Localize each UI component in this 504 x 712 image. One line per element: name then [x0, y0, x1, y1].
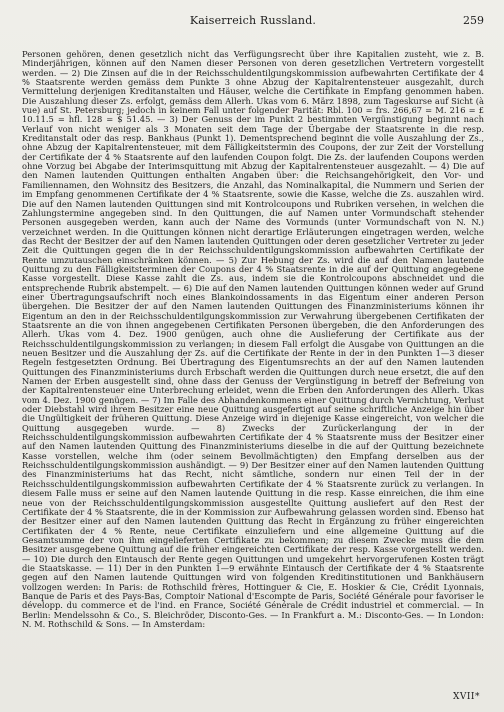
- body-paragraph: Personen gehören, denen gesetzlich nicht das Verfügungsrecht über ihre Kapitalien zusteht, wie z. B. Minderjährigen, können auf den Namen dieser Personen von deren gesetzlichen Vertretern vorgestellt werden. — 2) Die Zinsen auf die in der Reichsschuldentilgungskommission aufbewahrten Certifikate der 4 % Staatsrente werden gemäss dem Punkte 3 ohne Abzug der Kapitalrentensteuer ausgezahlt, durch Vermittelung derjenigen Kreditanstalten und Häuser, welche die Certifikate in Empfang genommen haben. Die Auszahlung dieser Zs. erfolgt, gemäss dem Allerh. Ukas vom 6. März 1898, zum Tageskurse auf Sicht (à vue) auf St. Petersburg; jedoch in keinem Fall unter folgender Parität: Rbl. 100 = frs. 266,67 = M. 216 = £ 10.11.5 = hfl. 128 = $ 51.45. — 3) Der Genuss der im Punkt 2 bestimmten Vergünstigung beginnt nach Verlauf von nicht weniger als 3 Monaten seit dem Tage der Übergabe der Staatsrente in die resp. Kreditanstalt oder das resp. Bankhaus (Punkt 1). Dementsprechend beginnt die volle Auszahlung der Zs., ohne Abzug der Kapitalrentensteuer, mit dem Fälligkeitstermin des Coupons, der zur Zeit der Vorstellung der Certifikate der 4 % Staatsrente auf den laufenden Coupon folgt. Die Zs. der laufenden Coupons werden ohne Vorzug bei Abgabe der Interimsquittung mit Abzug der Kapitalrentensteuer ausgezahlt. — 4) Die auf den Namen lautenden Quittungen enthalten Angaben über: die Reichsangehörigkeit, den Vor- und Familiennamen, den Wohnsitz des Besitzers, die Anzahl, das Nominalkapital, die Nummern und Serien der im Empfang genommenen Certifikate der 4 % Staatsrente, sowie die Kasse, welche die Zs. auszahlen wird. Die auf den Namen lautenden Quittungen sind mit Kontrolcoupons und Rubriken versehen, in welchen die Zahlungstermine angegeben sind. In den Quittungen, die auf Namen unter Vormundschaft stehender Personen ausgegeben werden, kann auch der Name des Vormunds (unter Vormundschaft von N. N.) verzeichnet werden. In die Quittungen können nicht derartige Erläuterungen eingetragen werden, welche das Recht der Besitzer der auf den Namen lautenden Quittungen oder deren gesetzlicher Vertreter zu jeder Zeit die Quittungen gegen die in der Reichsschuldentilgungskommission aufbewahrten Certifikate der Rente umzutauschen einschränken können. — 5) Zur Hebung der Zs. wird die auf den Namen lautende Quittung zu den Fälligkeitsterminen der Coupons der 4 % Staatsrente in die auf der Quittung angegebene Kasse vorgestellt. Diese Kasse zahlt die Zs. aus, indem sie die Kontrolcoupons abschneidet und die entsprechende Rubrik abstempelt. — 6) Die auf den Namen lautenden Quittungen können weder auf Grund einer Übertragungsaufschrift noch eines Blankoindossaments in das Eigentum einer anderen Person übergehen. Die Besitzer der auf den Namen lautenden Quittungen des Finanzministeriums können ihr Eigentum an den in der Reichsschuldentilgungskommission zur Verwahrung übergebenen Certifikaten der Staatsrente an die von ihnen angegebenen Certifikaten Personen übergeben, die den Anforderungen des Allerh. Ukas vom 4. Dez. 1900 genügen, auch ohne die Auslieferung der Certifikate aus der Reichsschuldentilgungskommission zu verlangen; in diesem Fall erfolgt die Ausgabe von Quittungen an die neuen Besitzer und die Auszahlung der Zs. auf die Certifikate der Rente in der in den Punkten 1—3 dieser Regeln festgesetzten Ordnung. Bei Übertragung des Eigentumsrechts an der auf den Namen lautenden Quittungen des Finanzministeriums durch Erbschaft werden die Quittungen durch neue ersetzt, die auf den Namen der Erben ausgestellt sind, ohne dass der Genuss der Vergünstigung in betreff der Befreiung von der Kapitalrentensteuer eine Unterbrechung erleidet, wenn die Erben den Anforderungen des Allerh. Ukas vom 4. Dez. 1900 genügen. — 7) Im Falle des Abhandenkommens einer Quittung durch Vernichtung, Verlust oder Diebstahl wird ihrem Besitzer eine neue Quittung ausgefertigt auf seine schriftliche Anzeige hin über die Ungültigkeit der früheren Quittung. Diese Anzeige wird in diejenige Kasse eingereicht, von welcher die Quittung ausgegeben wurde. — 8) Zwecks der Zurückerlangung der in der Reichsschuldentilgungskommission aufbewahrten Certifikate der 4 % Staatsrente muss der Besitzer einer auf den Namen lautenden Quittung des Finanzministeriums dieselbe in die auf der Quittung bezeichnete Kasse vorstellen, welche ihm (oder seinem Bevollmächtigten) den Empfang derselben aus der Reichsschuldentilgungskommission aushändigt. — 9) Der Besitzer einer auf den Namen lautenden Quittung des Finanzministeriums hat das Recht, nicht sämtliche, sondern nur einen Teil der in der Reichsschuldentilgungskommission aufbewahrten Certifikate der 4 % Staatsrente zurück zu verlangen. In diesem Falle muss er seine auf den Namen lautende Quittung in die resp. Kasse einreichen, die ihm eine neue von der Reichsschuldentilgungskommission ausgestellte Quittung ausliefert auf den Rest der Certifikate der 4 % Staatsrente, die in der Kommission zur Aufbewahrung gelassen worden sind. Ebenso hat der Besitzer einer auf den Namen lautenden Quittung das Recht in Ergänzung zu früher eingereichten Certifikaten der 4 % Rente, neue Certifikate einzuliefern und eine allgemeine Quittung auf die Gesamtsumme der von ihm eingelieferten Certifikate zu bekommen; zu diesem Zwecke muss die dem Besitzer ausgegebene Quittung auf die früher eingereichten Certifikate der resp. Kasse vorgestellt werden. — 10) Die durch den Eintausch der Rente gegen Quittungen und umgekehrt hervorgerufenen Kosten trägt die Staatskasse. — 11) Der in den Punkten 1—9 erwähnte Eintausch der Certifikate der 4 % Staatsrente gegen auf den Namen lautende Quittungen wird von folgenden Kreditinstitutionen und Bankhäusern vollzogen werden: In Paris: de Rothschild frères, Hottinguer & Cie, E. Hoskier & Cie, Crédit Lyonnais, Banque de Paris et des Pays-Bas, Comptoir National d'Escompte de Paris, Société Générale pour favoriser le développ. du commerce et de l'ind. en France, Société Générale de Crédit industriel et commercial. — In Berlin: Mendelssohn & Co., S. Bleichröder, Disconto-Ges. — In Frankfurt a. M.: Disconto-Ges. — In London: N. M. Rothschild & Sons. — In Amsterdam:: [22, 49, 484, 629]
- running-header: [22, 14, 484, 32]
- page-number: 259: [463, 14, 484, 27]
- printer-signature-mark: XVII*: [452, 692, 480, 702]
- running-title: Kaiserreich Russland.: [189, 14, 317, 27]
- body-text: [22, 50, 484, 629]
